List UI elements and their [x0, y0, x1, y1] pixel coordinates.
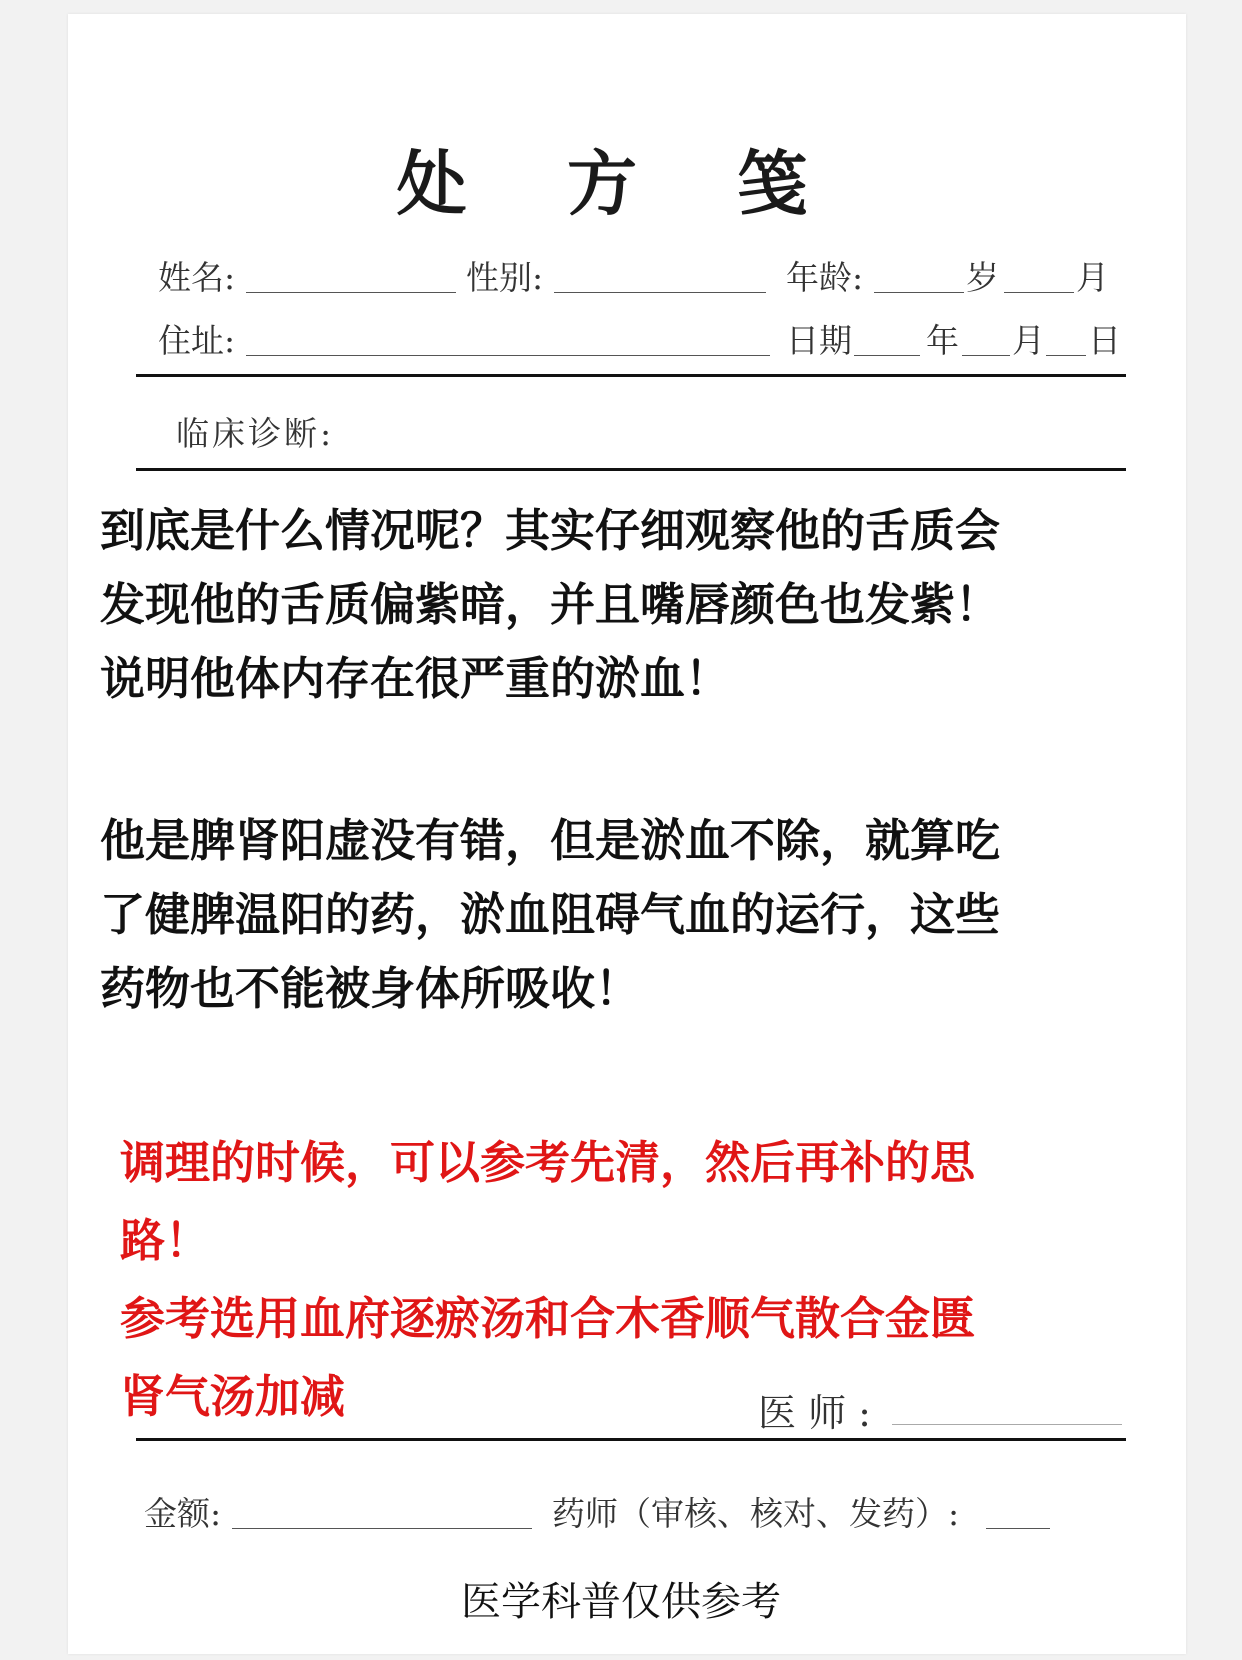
pharmacist-field-line — [986, 1528, 1050, 1529]
signoff-divider — [136, 1438, 1126, 1441]
highlight-advice — [120, 1124, 1160, 1436]
age-months-line — [1004, 292, 1074, 293]
diagnosis-divider — [136, 468, 1126, 471]
amount-field-line — [232, 1528, 532, 1529]
paragraph-1 — [100, 494, 1180, 716]
highlight-line-1: 调理的时候，可以参考先清，然后再补的思 — [120, 1136, 976, 1189]
age-unit-year: 岁 — [966, 258, 999, 297]
paragraph-2-line-3: 药物也不能被身体所吸收！ — [100, 962, 641, 1015]
highlight-line-3: 参考选用血府逐瘀汤和合木香顺气散合金匮 — [120, 1292, 976, 1345]
paragraph-2-line-1: 他是脾肾阳虚没有错，但是淤血不除，就算吃 — [100, 814, 1001, 867]
date-month-line — [962, 355, 1010, 356]
date-year-line — [854, 355, 920, 356]
name-label: 姓名: — [158, 258, 236, 297]
paragraph-1-line-3: 说明他体内存在很严重的淤血！ — [100, 652, 731, 705]
pharmacist-label: 药师（审核、核对、发药）: — [552, 1494, 960, 1533]
diagnosis-label: 临床诊断: — [176, 414, 335, 453]
age-years-line — [874, 292, 964, 293]
age-label: 年龄: — [786, 258, 864, 297]
footer-note: 医学科普仅供参考 — [461, 1579, 781, 1625]
doctor-label: 医 师 : — [758, 1391, 871, 1435]
address-field-line — [246, 355, 770, 356]
highlight-line-2: 路！ — [120, 1214, 211, 1267]
doctor-signature-line — [892, 1424, 1122, 1425]
name-field-line — [246, 292, 456, 293]
paragraph-1-line-1: 到底是什么情况呢？其实仔细观察他的舌质会 — [100, 504, 1001, 557]
date-month-unit: 月 — [1012, 321, 1045, 360]
age-unit-month: 月 — [1076, 258, 1109, 297]
amount-label: 金额: — [144, 1494, 222, 1533]
address-label: 住址: — [158, 321, 236, 360]
header-divider — [136, 374, 1126, 377]
date-day-line — [1046, 355, 1086, 356]
page-title: 处 方 笺 — [396, 142, 846, 225]
paragraph-2 — [100, 804, 1180, 1026]
highlight-line-4: 肾气汤加减 — [120, 1370, 346, 1423]
gender-field-line — [554, 292, 766, 293]
date-year-unit: 年 — [926, 321, 959, 360]
date-day-unit: 日 — [1088, 321, 1121, 360]
gender-label: 性别: — [466, 258, 544, 297]
paragraph-2-line-2: 了健脾温阳的药，淤血阻碍气血的运行，这些 — [100, 888, 1001, 941]
paragraph-1-line-2: 发现他的舌质偏紫暗，并且嘴唇颜色也发紫！ — [100, 578, 1001, 631]
date-label: 日期 — [786, 321, 852, 360]
